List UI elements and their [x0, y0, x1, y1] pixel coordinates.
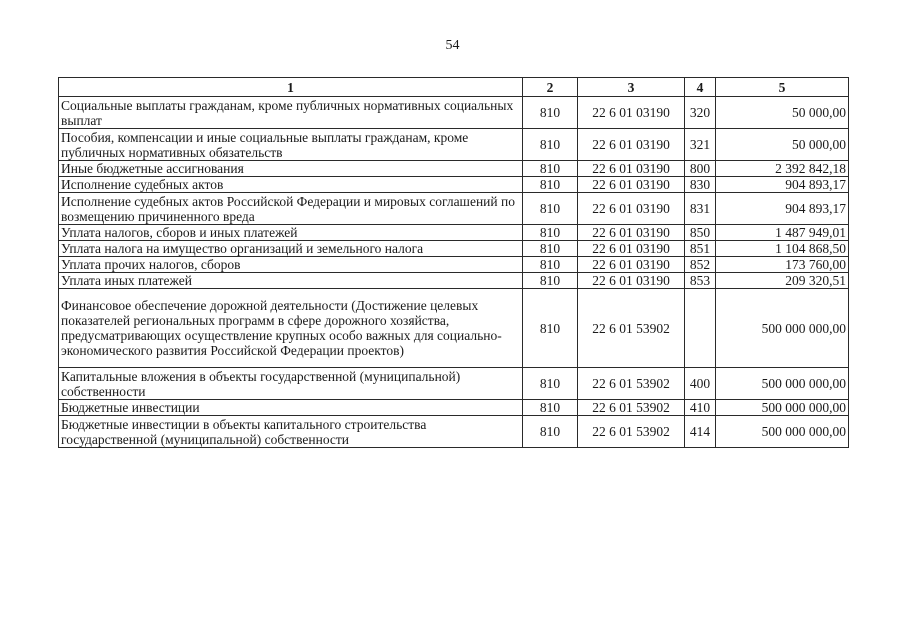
item-name: Уплата прочих налогов, сборов — [59, 257, 523, 273]
table-row — [59, 273, 849, 289]
table-row — [59, 416, 849, 448]
amount: 1 487 949,01 — [716, 225, 849, 241]
target-article: 22 6 01 03190 — [578, 177, 685, 193]
ministry-code: 810 — [523, 273, 578, 289]
target-article: 22 6 01 53902 — [578, 289, 685, 368]
table-row — [59, 193, 849, 225]
item-name: Уплата налогов, сборов и иных платежей — [59, 225, 523, 241]
table-header-row — [59, 78, 849, 97]
item-name: Социальные выплаты гражданам, кроме публичных нормативных социальных выплат — [59, 97, 523, 129]
amount: 173 760,00 — [716, 257, 849, 273]
item-name: Иные бюджетные ассигнования — [59, 161, 523, 177]
column-header-4: 4 — [685, 78, 716, 97]
amount: 904 893,17 — [716, 193, 849, 225]
amount: 50 000,00 — [716, 97, 849, 129]
target-article: 22 6 01 03190 — [578, 97, 685, 129]
expense-type — [685, 289, 716, 368]
expense-type: 851 — [685, 241, 716, 257]
expense-type: 853 — [685, 273, 716, 289]
target-article: 22 6 01 53902 — [578, 400, 685, 416]
expense-type: 321 — [685, 129, 716, 161]
amount: 500 000 000,00 — [716, 368, 849, 400]
ministry-code: 810 — [523, 129, 578, 161]
ministry-code: 810 — [523, 257, 578, 273]
table-row — [59, 97, 849, 129]
item-name: Исполнение судебных актов Российской Федерации и мировых соглашений по возмещению причиненного вреда — [59, 193, 523, 225]
amount: 904 893,17 — [716, 177, 849, 193]
target-article: 22 6 01 03190 — [578, 241, 685, 257]
item-name: Пособия, компенсации и иные социальные выплаты гражданам, кроме публичных нормативных обязательств — [59, 129, 523, 161]
target-article: 22 6 01 03190 — [578, 225, 685, 241]
item-name: Исполнение судебных актов — [59, 177, 523, 193]
expense-type: 800 — [685, 161, 716, 177]
expense-type: 410 — [685, 400, 716, 416]
column-header-1: 1 — [59, 78, 523, 97]
table-row — [59, 161, 849, 177]
ministry-code: 810 — [523, 177, 578, 193]
table-row — [59, 289, 849, 368]
amount: 500 000 000,00 — [716, 416, 849, 448]
table-row — [59, 241, 849, 257]
expense-type: 320 — [685, 97, 716, 129]
item-name: Финансовое обеспечение дорожной деятельности (Достижение целевых показателей региональных программ в сфере дорожного хозяйства, предусматривающих осуществление крупных особо важных для социально-экономического развития Российской Федерации проектов) — [59, 289, 523, 368]
budget-table — [58, 77, 849, 448]
expense-type: 852 — [685, 257, 716, 273]
ministry-code: 810 — [523, 400, 578, 416]
ministry-code: 810 — [523, 225, 578, 241]
table-row — [59, 225, 849, 241]
column-header-5: 5 — [716, 78, 849, 97]
item-name: Уплата налога на имущество организаций и земельного налога — [59, 241, 523, 257]
ministry-code: 810 — [523, 368, 578, 400]
item-name: Капитальные вложения в объекты государственной (муниципальной) собственности — [59, 368, 523, 400]
table-row — [59, 177, 849, 193]
expense-type: 830 — [685, 177, 716, 193]
item-name: Бюджетные инвестиции — [59, 400, 523, 416]
expense-type: 400 — [685, 368, 716, 400]
table-row — [59, 129, 849, 161]
item-name: Бюджетные инвестиции в объекты капитального строительства государственной (муниципальной) собственности — [59, 416, 523, 448]
target-article: 22 6 01 03190 — [578, 273, 685, 289]
target-article: 22 6 01 53902 — [578, 368, 685, 400]
target-article: 22 6 01 03190 — [578, 161, 685, 177]
expense-type: 850 — [685, 225, 716, 241]
amount: 1 104 868,50 — [716, 241, 849, 257]
expense-type: 414 — [685, 416, 716, 448]
amount: 500 000 000,00 — [716, 289, 849, 368]
table-row — [59, 400, 849, 416]
ministry-code: 810 — [523, 416, 578, 448]
target-article: 22 6 01 03190 — [578, 193, 685, 225]
target-article: 22 6 01 03190 — [578, 257, 685, 273]
page-number: 54 — [445, 38, 460, 53]
ministry-code: 810 — [523, 193, 578, 225]
ministry-code: 810 — [523, 289, 578, 368]
table-row — [59, 368, 849, 400]
column-header-2: 2 — [523, 78, 578, 97]
amount: 50 000,00 — [716, 129, 849, 161]
item-name: Уплата иных платежей — [59, 273, 523, 289]
ministry-code: 810 — [523, 97, 578, 129]
target-article: 22 6 01 53902 — [578, 416, 685, 448]
amount: 500 000 000,00 — [716, 400, 849, 416]
column-header-3: 3 — [578, 78, 685, 97]
table-row — [59, 257, 849, 273]
expense-type: 831 — [685, 193, 716, 225]
ministry-code: 810 — [523, 161, 578, 177]
amount: 2 392 842,18 — [716, 161, 849, 177]
amount: 209 320,51 — [716, 273, 849, 289]
target-article: 22 6 01 03190 — [578, 129, 685, 161]
ministry-code: 810 — [523, 241, 578, 257]
